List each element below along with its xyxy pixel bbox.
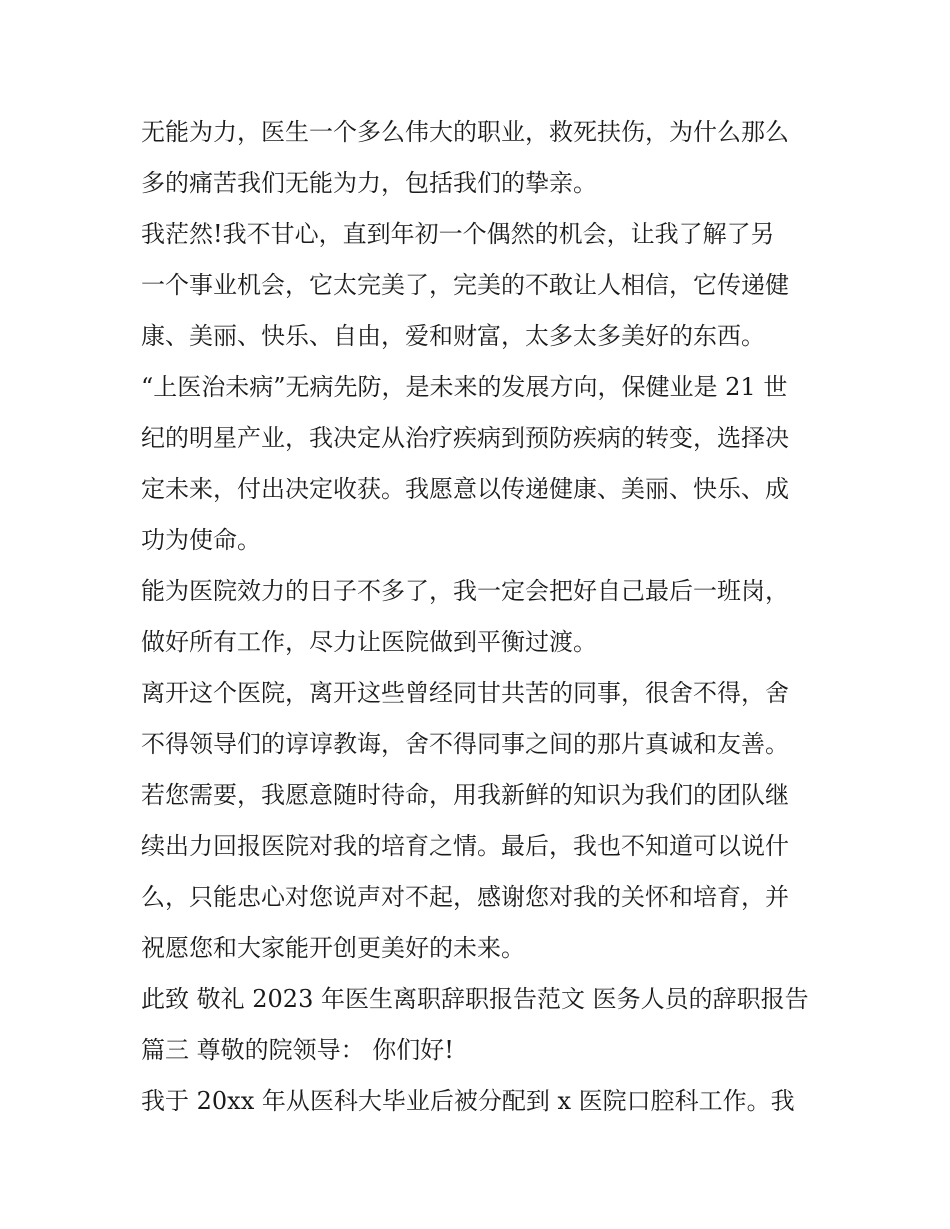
text-line: 若您需要，我愿意随时待命，用我新鲜的知识为我们的团队继 [141, 781, 789, 809]
text-line: 多的痛苦我们无能为力，包括我们的挚亲。 [141, 169, 597, 197]
text-line: 么，只能忠心对您说声对不起，感谢您对我的关怀和培育，并 [141, 883, 789, 911]
text-line: 我茫然!我不甘心，直到年初一个偶然的机会，让我了解了另 [141, 220, 775, 248]
text-line: 功为使命。 [141, 526, 261, 554]
text-line: 续出力回报医院对我的培育之情。最后，我也不知道可以说什 [141, 832, 789, 860]
text-line: 康、美丽、快乐、自由，爱和财富，太多太多美好的东西。 [141, 322, 765, 350]
text-line: 无能为力，医生一个多么伟大的职业，救死扶伤，为什么那么 [141, 118, 789, 146]
text-line: “上医治未病”无病先防，是未来的发展方向，保健业是 21 世 [141, 373, 788, 401]
text-line: 能为医院效力的日子不多了，我一定会把好自己最后一班岗， [141, 577, 789, 605]
text-line: 此致 敬礼 2023 年医生离职辞职报告范文 医务人员的辞职报告 [141, 985, 809, 1013]
document-body [141, 107, 821, 1127]
text-line: 不得领导们的谆谆教诲，舍不得同事之间的那片真诚和友善。 [141, 730, 789, 758]
text-line: 做好所有工作，尽力让医院做到平衡过渡。 [141, 628, 597, 656]
text-line: 纪的明星产业，我决定从治疗疾病到预防疾病的转变，选择决 [141, 424, 789, 452]
text-line: 离开这个医院，离开这些曾经同甘共苦的同事，很舍不得，舍 [141, 679, 789, 707]
text-line: 一个事业机会，它太完美了，完美的不敢让人相信，它传递健 [141, 271, 789, 299]
text-line: 定未来，付出决定收获。我愿意以传递健康、美丽、快乐、成 [141, 475, 789, 503]
text-line: 祝愿您和大家能开创更美好的未来。 [141, 934, 525, 962]
text-line: 篇三 尊敬的院领导： 你们好! [141, 1036, 454, 1064]
text-line: 我于 20xx 年从医科大毕业后被分配到 x 医院口腔科工作。我 [141, 1087, 795, 1115]
